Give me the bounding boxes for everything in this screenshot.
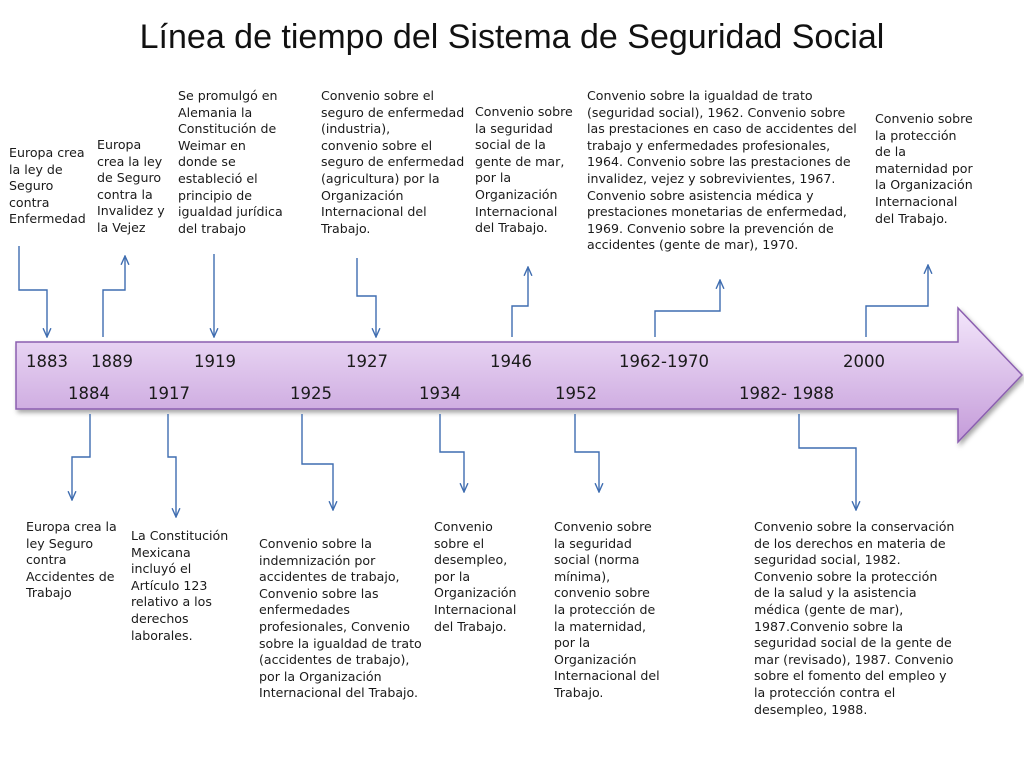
year-label: 1952 <box>555 384 597 403</box>
event-note-1884: Europa crea la ley Seguro contra Accidentes de Trabajo <box>26 519 117 601</box>
event-note-1919: Se promulgó en Alemania la Constitución de Weimar en donde se estableció el principio de igualdad jurídica del trabajo <box>178 88 283 236</box>
event-note-1946: Convenio sobre la seguridad social de la gente de mar, por la Organización Internacional del Trabajo. <box>475 104 573 236</box>
connector-arrow-1962-1970 <box>655 280 720 337</box>
connector-arrow-1889 <box>103 256 125 337</box>
connector-arrow-1952 <box>575 414 599 492</box>
event-note-1927: Convenio sobre el seguro de enfermedad (industria), convenio sobre el seguro de enfermedad (agricultura) por la Organización Internacional del Trabajo. <box>321 88 465 236</box>
connector-arrow-1883 <box>19 246 47 337</box>
event-note-1962-1970: Convenio sobre la igualdad de trato (seguridad social), 1962. Convenio sobre las prestaciones en caso de accidentes del trabajo y enfermedades profesionales, 1964. Convenio sobre las prestaciones de invalidez, vejez y sobrevivientes, 1967. Convenio sobre asistencia médica y prestaciones monetarias de enfermedad, 1969. Convenio sobre la prevención de accidentes (gente de mar), 1970. <box>587 88 857 253</box>
page-title: Línea de tiempo del Sistema de Seguridad Social <box>139 18 885 56</box>
year-label: 1934 <box>419 384 461 403</box>
event-note-1925: Convenio sobre la indemnización por accidentes de trabajo, Convenio sobre las enfermedades profesionales, Convenio sobre la igualdad de trato (accidentes de trabajo), por la Organización Internacional del Trabajo. <box>259 536 422 701</box>
connector-arrow-1946 <box>512 267 528 337</box>
year-label: 1883 <box>26 352 68 371</box>
event-note-1982-1988: Convenio sobre la conservación de los derechos en materia de seguridad social, 1982. Convenio sobre la protección de la salud y la asistencia médica (gente de mar), 1987.Convenio sobre la seguridad social de la gente de mar (revisado), 1987. Convenio sobre el fomento del empleo y la protección contra el desempleo, 1988. <box>754 519 955 717</box>
year-label: 1925 <box>290 384 332 403</box>
connector-arrow-1982-1988 <box>799 414 856 510</box>
year-label: 1927 <box>346 352 388 371</box>
connector-arrow-1934 <box>440 414 464 492</box>
year-label: 1962-1970 <box>619 352 709 371</box>
year-label: 1946 <box>490 352 532 371</box>
event-note-1917: La Constitución Mexicana incluyó el Artículo 123 relativo a los derechos laborales. <box>131 528 229 643</box>
year-label: 1982- 1988 <box>739 384 835 403</box>
connector-arrow-1927 <box>357 258 376 337</box>
event-note-1934: Convenio sobre el desempleo, por la Organización Internacional del Trabajo. <box>434 519 517 634</box>
connector-arrow-1925 <box>302 414 333 510</box>
connector-arrow-1884 <box>72 414 90 500</box>
year-label: 1919 <box>194 352 236 371</box>
year-label: 1889 <box>91 352 133 371</box>
event-note-1883: Europa crea la ley de Seguro contra Enfermedad <box>9 145 86 227</box>
event-note-1952: Convenio sobre la seguridad social (norma mínima), convenio sobre la protección de la maternidad, por la Organización Internacional del Trabajo. <box>554 519 660 700</box>
timeline-arrow <box>16 308 1022 442</box>
connector-arrow-2000 <box>866 265 928 337</box>
year-label: 2000 <box>843 352 885 371</box>
year-label: 1917 <box>148 384 190 403</box>
year-label: 1884 <box>68 384 110 403</box>
connector-arrow-1917 <box>168 414 176 517</box>
event-note-1889: Europa crea la ley de Seguro contra la Invalidez y la Vejez <box>97 137 165 235</box>
event-note-2000: Convenio sobre la protección de la maternidad por la Organización Internacional del Trabajo. <box>875 111 973 226</box>
